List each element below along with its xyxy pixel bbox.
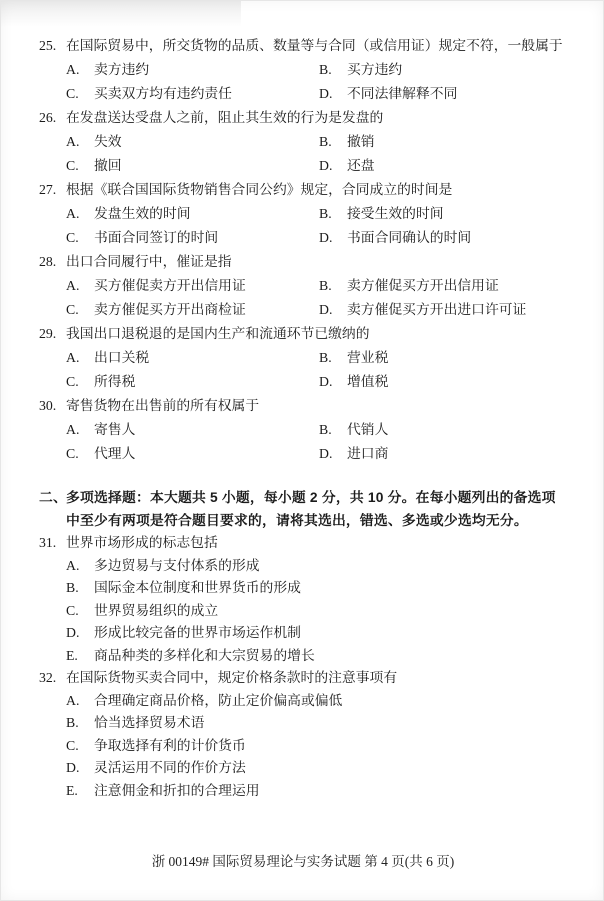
option-label: A. [66, 422, 80, 437]
option-B [319, 274, 499, 298]
question-stem-line [39, 106, 569, 130]
option-label: C. [66, 446, 79, 461]
option-row [39, 780, 569, 803]
option-row [39, 274, 569, 298]
option-A [66, 130, 319, 154]
option-label: E. [66, 782, 78, 798]
option-row [39, 600, 569, 623]
option-label: A. [66, 62, 80, 77]
option-label: D. [319, 86, 333, 101]
option-C [66, 226, 319, 250]
page-content [39, 34, 569, 802]
option-text: 不同法律解释不同 [347, 86, 458, 101]
option-label: B. [319, 422, 332, 437]
option-label: D. [319, 230, 333, 245]
option-label: B. [319, 206, 332, 221]
option-text: 所得税 [94, 374, 136, 389]
option-C [66, 370, 319, 394]
option-label: A. [66, 206, 80, 221]
question-stem-line [39, 667, 569, 690]
question-stem-line [39, 34, 569, 58]
option-row [39, 202, 569, 226]
option-text: 世界贸易组织的成立 [94, 602, 219, 618]
option-text: 营业税 [347, 350, 389, 365]
option-label: A. [66, 134, 80, 149]
question-stem: 我国出口退税退的是国内生产和流通环节已缴纳的 [66, 326, 370, 341]
option-D [319, 442, 388, 466]
option-label: A. [66, 557, 80, 573]
section-heading-number: 二、 [39, 490, 67, 505]
option-row [39, 442, 569, 466]
question-number: 28. [39, 254, 57, 269]
option-label: C. [66, 602, 79, 618]
option-D [319, 298, 526, 322]
option-label: C. [66, 302, 79, 317]
option-text: 合理确定商品价格，防止定价偏高或偏低 [94, 692, 343, 708]
option-B [319, 346, 388, 370]
option-label: D. [319, 374, 333, 389]
option-label: C. [66, 374, 79, 389]
option-text: 买方违约 [347, 62, 403, 77]
option-B [319, 130, 375, 154]
option-B [66, 577, 301, 600]
option-text: 灵活运用不同的作价方法 [94, 760, 246, 775]
question-stem-line [39, 178, 569, 202]
option-text: 买方催促卖方开出信用证 [94, 278, 246, 293]
option-text: 失效 [94, 134, 122, 149]
option-text: 恰当选择贸易术语 [94, 715, 205, 730]
option-label: E. [66, 647, 78, 663]
option-text: 还盘 [347, 158, 375, 173]
option-D [319, 154, 375, 178]
option-row [39, 418, 569, 442]
multiple-choice-section [39, 487, 569, 802]
option-D [66, 757, 246, 780]
option-text: 国际金本位制度和世界货币的形成 [94, 580, 301, 595]
question-block-32 [39, 667, 569, 802]
option-label: B. [66, 715, 79, 730]
option-label: D. [66, 625, 80, 640]
option-row [39, 555, 569, 578]
option-row [39, 370, 569, 394]
option-A [66, 346, 319, 370]
question-number: 29. [39, 326, 57, 341]
option-label: D. [319, 446, 333, 461]
question-stem: 寄售货物在出售前的所有权属于 [66, 398, 260, 413]
question-stem: 根据《联合国国际货物销售合同公约》规定，合同成立的时间是 [66, 182, 453, 197]
question-stem: 在国际贸易中，所交货物的品质、数量等与合同（或信用证）规定不符，一般属于 [66, 38, 563, 53]
option-B [319, 58, 402, 82]
option-text: 寄售人 [94, 422, 136, 437]
option-D [319, 82, 457, 106]
question-stem-line [39, 532, 569, 555]
option-row [39, 645, 569, 668]
question-stem: 出口合同履行中，催证是指 [66, 254, 232, 269]
question-number: 31. [39, 535, 57, 550]
option-text: 出口关税 [94, 350, 150, 365]
option-label: D. [319, 158, 333, 173]
option-D [319, 226, 471, 250]
option-text: 书面合同确认的时间 [347, 230, 472, 245]
option-text: 注意佣金和折扣的合理运用 [94, 782, 260, 798]
question-block-30 [39, 394, 569, 466]
option-A [66, 202, 319, 226]
option-text: 商品种类的多样化和大宗贸易的增长 [94, 647, 315, 663]
option-label: A. [66, 278, 80, 293]
page-footer: 浙 00149# 国际贸易理论与实务试题 第 4 页(共 6 页) [151, 854, 455, 869]
option-label: A. [66, 350, 80, 365]
option-D [66, 622, 301, 645]
option-row [39, 690, 569, 713]
option-text: 代销人 [347, 422, 389, 437]
option-label: D. [319, 302, 333, 317]
option-A [66, 690, 342, 713]
option-A [66, 58, 319, 82]
option-A [66, 418, 319, 442]
option-text: 撤销 [347, 134, 375, 149]
option-label: C. [66, 230, 79, 245]
option-text: 代理人 [94, 446, 136, 461]
question-number: 26. [39, 110, 57, 125]
option-B [66, 712, 204, 735]
section-heading [39, 487, 569, 532]
option-label: B. [319, 350, 332, 365]
option-row [39, 130, 569, 154]
option-text: 买卖双方均有违约责任 [94, 86, 232, 101]
option-text: 接受生效的时间 [347, 206, 444, 221]
question-block-25 [39, 34, 569, 106]
option-label: B. [319, 134, 332, 149]
question-stem-line [39, 394, 569, 418]
option-label: C. [66, 158, 79, 173]
option-C [66, 735, 246, 758]
option-E [66, 780, 260, 803]
option-label: B. [66, 580, 79, 595]
question-block-31 [39, 532, 569, 667]
option-A [66, 555, 260, 578]
option-text: 发盘生效的时间 [94, 206, 191, 221]
option-text: 形成比较完备的世界市场运作机制 [94, 625, 301, 640]
option-label: C. [66, 737, 79, 753]
option-text: 卖方催促买方开出商检证 [94, 302, 246, 317]
option-row [39, 712, 569, 735]
option-label: A. [66, 692, 80, 708]
option-C [66, 82, 319, 106]
option-text: 多边贸易与支付体系的形成 [94, 557, 260, 573]
question-stem: 世界市场形成的标志包括 [66, 535, 218, 550]
option-row [39, 735, 569, 758]
question-stem-line [39, 322, 569, 346]
option-row [39, 82, 569, 106]
question-stem-line [39, 250, 569, 274]
option-text: 卖方催促买方开出进口许可证 [347, 302, 527, 317]
option-B [319, 202, 444, 226]
option-A [66, 274, 319, 298]
option-row [39, 58, 569, 82]
question-number: 32. [39, 670, 57, 685]
option-label: D. [66, 760, 80, 775]
option-text: 增值税 [347, 374, 389, 389]
option-label: C. [66, 86, 79, 101]
option-C [66, 154, 319, 178]
option-C [66, 600, 218, 623]
section-heading-text: 多项选择题：本大题共 5 小题，每小题 2 分，共 10 分。在每小题列出的备选项中至少有两项是符合题目要求的，请将其选出，错选、多选或少选均无分。 [66, 490, 556, 528]
option-B [319, 418, 388, 442]
option-text: 卖方违约 [94, 62, 150, 77]
option-row [39, 577, 569, 600]
option-C [66, 298, 319, 322]
option-row [39, 622, 569, 645]
option-text: 撤回 [94, 158, 122, 173]
option-D [319, 370, 388, 394]
option-text: 卖方催促买方开出信用证 [347, 278, 499, 293]
single-choice-section [39, 34, 569, 466]
option-label: B. [319, 278, 332, 293]
question-block-28 [39, 250, 569, 322]
option-label: B. [319, 62, 332, 77]
option-text: 进口商 [347, 446, 389, 461]
option-row [39, 154, 569, 178]
question-number: 25. [39, 38, 57, 53]
option-text: 书面合同签订的时间 [94, 230, 219, 245]
question-block-27 [39, 178, 569, 250]
option-row [39, 226, 569, 250]
option-row [39, 346, 569, 370]
question-block-26 [39, 106, 569, 178]
option-row [39, 757, 569, 780]
option-row [39, 298, 569, 322]
option-C [66, 442, 319, 466]
question-stem: 在发盘送达受盘人之前，阻止其生效的行为是发盘的 [66, 110, 384, 125]
question-block-29 [39, 322, 569, 394]
question-number: 27. [39, 182, 57, 197]
question-number: 30. [39, 398, 57, 413]
option-text: 争取选择有利的计价货币 [94, 737, 246, 753]
question-stem: 在国际货物买卖合同中，规定价格条款时的注意事项有 [66, 670, 398, 685]
option-E [66, 645, 315, 668]
